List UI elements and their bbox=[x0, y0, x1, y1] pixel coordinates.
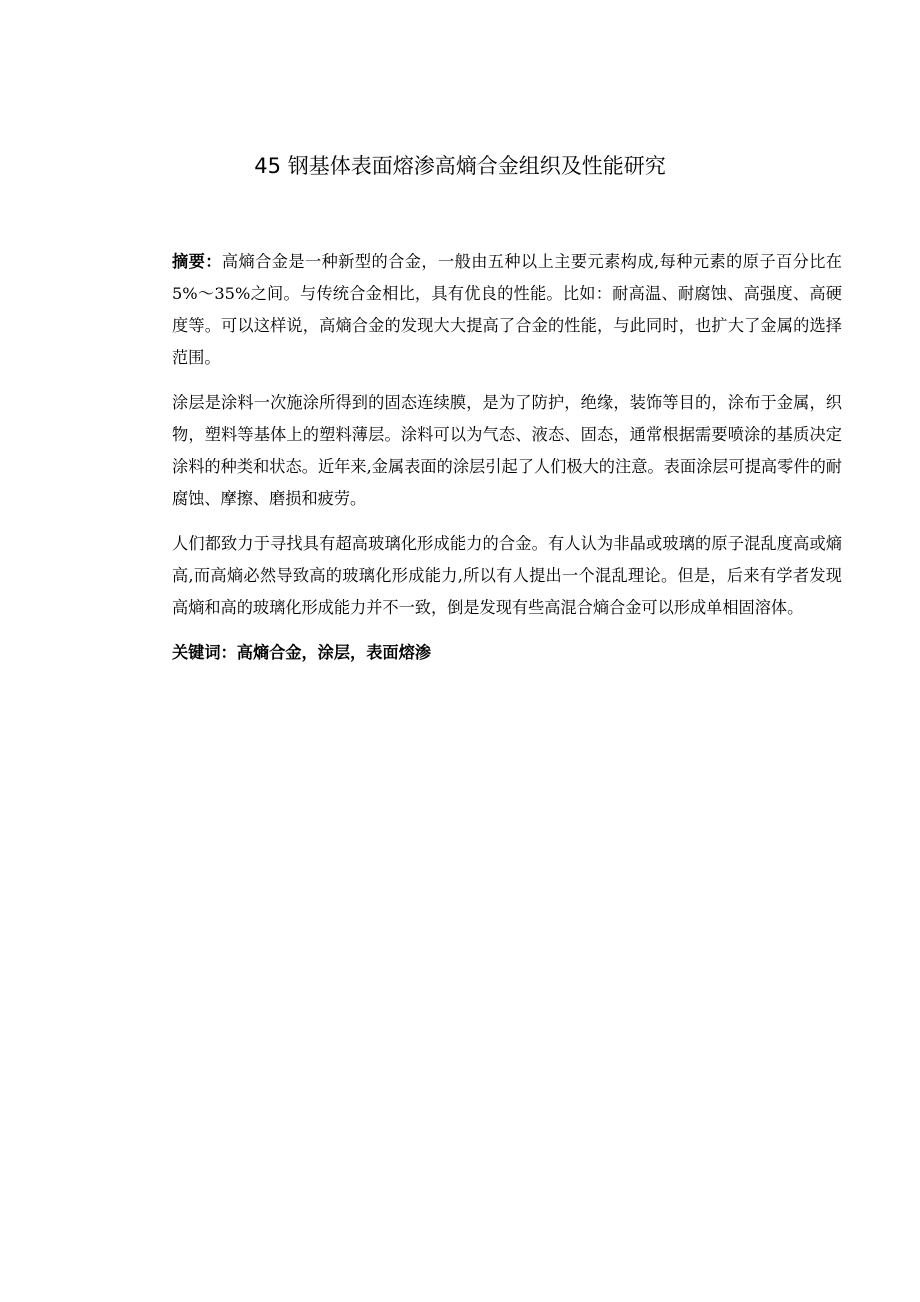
abstract-label: 摘要： bbox=[172, 252, 222, 271]
abstract-text: 高熵合金是一种新型的合金，一般由五种以上主要元素构成,每种元素的原子百分比在5%～35%之间。与传统合金相比，具有优良的性能。比如：耐高温、耐腐蚀、高强度、高硬度等。可以这样说，高熵合金的发现大大提高了合金的性能，与此同时，也扩大了金属的选择范围。 bbox=[172, 252, 842, 367]
body-paragraph-glass-forming: 人们都致力于寻找具有超高玻璃化形成能力的合金。有人认为非晶或玻璃的原子混乱度高或熵高,而高熵必然导致高的玻璃化形成能力,所以有人提出一个混乱理论。但是，后来有学者发现高熵和高的玻璃化形成能力并不一致，倒是发现有些高混合熵合金可以形成单相固溶体。 bbox=[172, 534, 842, 617]
keywords-label: 关键词： bbox=[172, 643, 237, 662]
abstract-paragraph bbox=[172, 246, 842, 374]
document-title: 45 钢基体表面熔渗高熵合金组织及性能研究 bbox=[254, 154, 666, 178]
body-paragraph-coating: 涂层是涂料一次施涂所得到的固态连续膜，是为了防护，绝缘，装饰等目的，涂布于金属，织物，塑料等基体上的塑料薄层。涂料可以为气态、液态、固态，通常根据需要喷涂的基质决定涂料的种类和状态。近年来,金属表面的涂层引起了人们极大的注意。表面涂层可提高零件的耐腐蚀、摩擦、磨损和疲劳。 bbox=[172, 393, 842, 508]
document-body bbox=[172, 246, 842, 682]
keywords-text: 高熵合金，涂层，表面熔渗 bbox=[236, 643, 431, 662]
keywords-line bbox=[172, 637, 842, 669]
